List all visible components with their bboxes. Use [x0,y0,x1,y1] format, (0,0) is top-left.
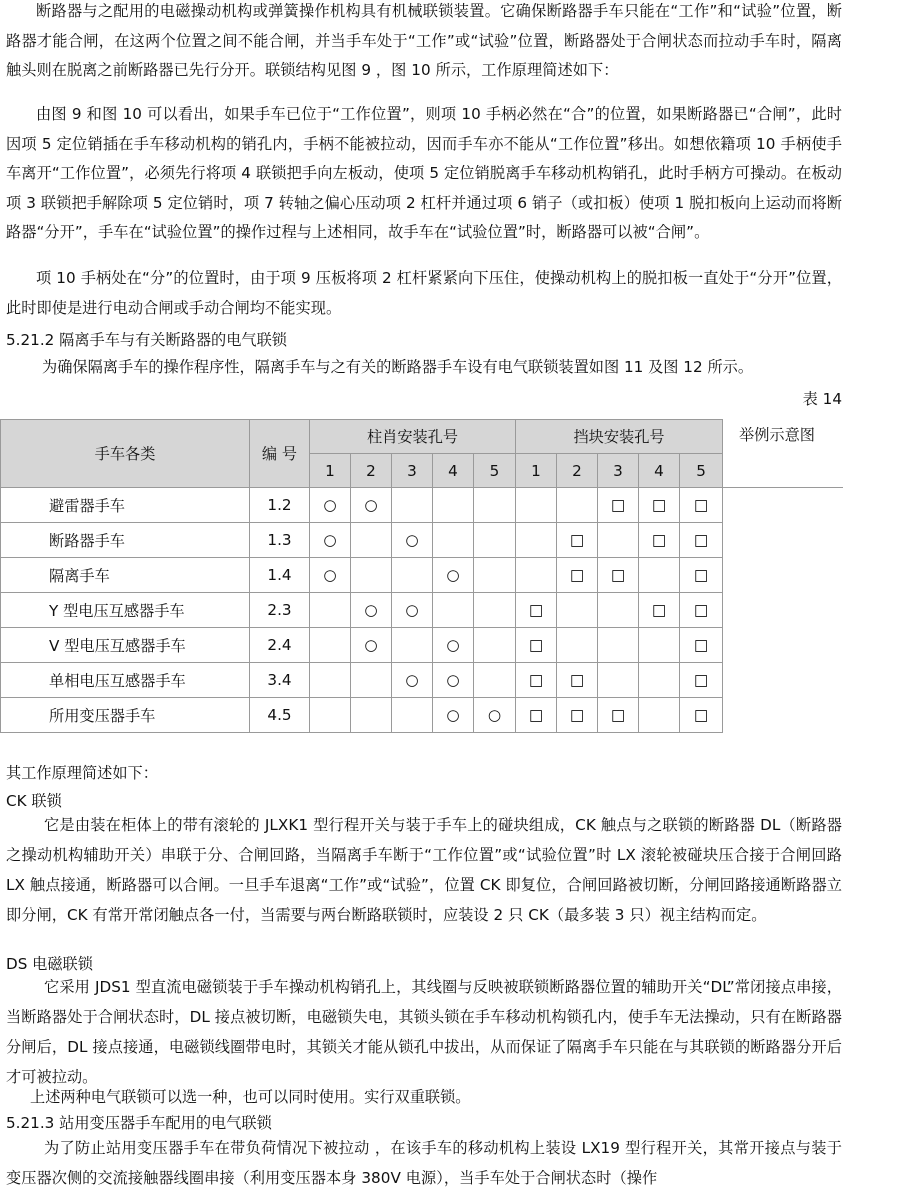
pin-hole-4: 4 [433,454,474,488]
block-mark-2 [557,628,598,663]
block-mark-1: □ [516,628,557,663]
paragraph-ck: 它是由装在柜体上的带有滚轮的 JLXK1 型行程开关与装于手车上的碰块组成，CK 触点与之联锁的断路器 DL（断路器之操动机构辅助开关）串联于分、合闸回路，当隔离手车断于“工作位置”或“试验位置”时 LX 滚轮被碰块压合接于合闸回路 LX 触点接通，断路器可以合闸。一旦手车退离“工作”或“试验”，位置 CK 即复位，合闸回路被切断，分闸回路接通断路器立即分闸，CK 有常开常闭触点各一付，当需要与两台断路联锁时，应装设 2 只 CK（最多装 3 只）视主结构而定。 [6,816,842,924]
handcart-table [0,419,843,733]
pin-mark-3 [392,698,433,733]
pin-hole-5: 5 [474,454,516,488]
handcart-name: 单相电压互感器手车 [1,663,250,698]
table-row [1,488,843,523]
pin-mark-5 [474,558,516,593]
pin-mark-5 [474,523,516,558]
pin-mark-3 [392,488,433,523]
block-mark-2: □ [557,523,598,558]
paragraph-dual-interlock: 上述两种电气联锁可以选一种，也可以同时使用。实行双重联锁。 [30,1088,471,1106]
pin-mark-1 [310,628,351,663]
pin-mark-1 [310,593,351,628]
block-mark-5: □ [680,698,723,733]
block-mark-3: □ [598,488,639,523]
table-row [1,593,843,628]
pin-mark-1: ○ [310,488,351,523]
pin-mark-3 [392,558,433,593]
handcart-name: V 型电压互感器手车 [1,628,250,663]
header-example: 举例示意图 [723,420,843,488]
block-mark-2 [557,593,598,628]
block-mark-1: □ [516,593,557,628]
table-row [1,628,843,663]
pin-mark-5: ○ [474,698,516,733]
pin-hole-3: 3 [392,454,433,488]
block-hole-1: 1 [516,454,557,488]
pin-mark-1 [310,698,351,733]
block-mark-2: □ [557,558,598,593]
block-mark-3 [598,593,639,628]
table-row [1,698,843,733]
handcart-name: 断路器手车 [1,523,250,558]
block-mark-4 [639,558,680,593]
handcart-name: 所用变压器手车 [1,698,250,733]
pin-mark-2 [351,523,392,558]
handcart-number: 1.2 [250,488,310,523]
handcart-number: 1.4 [250,558,310,593]
handcart-name: 避雷器手车 [1,488,250,523]
block-mark-4 [639,628,680,663]
handcart-number: 4.5 [250,698,310,733]
handcart-number: 3.4 [250,663,310,698]
pin-mark-5 [474,663,516,698]
block-mark-4 [639,698,680,733]
block-mark-3: □ [598,558,639,593]
block-mark-5: □ [680,663,723,698]
pin-mark-2: ○ [351,488,392,523]
pin-mark-4: ○ [433,663,474,698]
block-mark-3: □ [598,698,639,733]
pin-mark-2: ○ [351,593,392,628]
pin-mark-3: ○ [392,593,433,628]
block-mark-5: □ [680,593,723,628]
block-mark-3 [598,628,639,663]
handcart-number: 2.4 [250,628,310,663]
heading-ck: CK 联锁 [6,792,62,810]
header-type: 手车各类 [1,420,250,488]
paragraph-ds: 它采用 JDS1 型直流电磁锁装于手车操动机构销孔上，其线圈与反映被联锁断路器位置的辅助开关“DL”常闭接点串接，当断路器处于合闸状态时，DL 接点被切断，电磁锁失电，其锁头锁在手车移动机构锁孔内，使手车无法操动，只有在断路器分闸后，DL 接点接通，电磁锁线圈带电时，其锁关才能从锁孔中拔出，从而保证了隔离手车只能在与其联锁的断路器分开后才可被拉动。 [6,978,842,1086]
pin-mark-2: ○ [351,628,392,663]
heading-ds: DS 电磁联锁 [6,955,93,973]
pin-mark-2 [351,663,392,698]
block-mark-2: □ [557,663,598,698]
pin-mark-5 [474,488,516,523]
pin-mark-4: ○ [433,558,474,593]
block-hole-3: 3 [598,454,639,488]
pin-mark-2 [351,558,392,593]
block-mark-5: □ [680,558,723,593]
pin-mark-1 [310,663,351,698]
block-mark-1 [516,558,557,593]
block-mark-4: □ [639,488,680,523]
paragraph-principle: 其工作原理简述如下： [6,764,158,782]
header-pin-holes: 柱肖安装孔号 [310,420,516,454]
block-hole-5: 5 [680,454,723,488]
handcart-number: 1.3 [250,523,310,558]
block-mark-5: □ [680,488,723,523]
pin-hole-1: 1 [310,454,351,488]
pin-mark-2 [351,698,392,733]
paragraph-handle-open: 项 10 手柄处在“分”的位置时，由于项 9 压板将项 2 杠杆紧紧向下压住，使操动机构上的脱扣板一直处于“分开”位置，此时即使是进行电动合闸或手动合闸均不能实现。 [6,269,842,317]
table-row [1,558,843,593]
block-hole-4: 4 [639,454,680,488]
pin-mark-4: ○ [433,628,474,663]
header-block-holes: 挡块安装孔号 [516,420,723,454]
block-mark-4: □ [639,523,680,558]
pin-mark-4 [433,523,474,558]
block-mark-1 [516,488,557,523]
handcart-name: Y 型电压互感器手车 [1,593,250,628]
block-mark-1: □ [516,663,557,698]
pin-hole-2: 2 [351,454,392,488]
heading-5-21-3: 5.21.3 站用变压器手车配用的电气联锁 [6,1114,272,1132]
block-mark-5: □ [680,523,723,558]
block-mark-4: □ [639,593,680,628]
handcart-name: 隔离手车 [1,558,250,593]
block-mark-4 [639,663,680,698]
handcart-number: 2.3 [250,593,310,628]
table-caption: 表 14 [802,390,842,408]
pin-mark-3: ○ [392,663,433,698]
block-mark-2: □ [557,698,598,733]
pin-mark-4: ○ [433,698,474,733]
pin-mark-4 [433,593,474,628]
pin-mark-5 [474,628,516,663]
block-mark-3 [598,523,639,558]
pin-mark-1: ○ [310,523,351,558]
block-mark-1 [516,523,557,558]
pin-mark-5 [474,593,516,628]
block-mark-3 [598,663,639,698]
pin-mark-1: ○ [310,558,351,593]
pin-mark-4 [433,488,474,523]
block-mark-1: □ [516,698,557,733]
table-row [1,523,843,558]
header-number: 编 号 [250,420,310,488]
table-row [1,663,843,698]
block-hole-2: 2 [557,454,598,488]
paragraph-electrical-interlock: 为确保隔离手车的操作程序性，隔离手车与之有关的断路器手车设有电气联锁装置如图 11 及图 12 所示。 [42,358,754,376]
heading-5-21-2: 5.21.2 隔离手车与有关断路器的电气联锁 [6,331,287,349]
paragraph-interlock-intro: 断路器与之配用的电磁操动机构或弹簧操作机构具有机械联锁装置。它确保断路器手车只能在“工作”和“试验”位置，断路器才能合闸，在这两个位置之间不能合闸，并当手车处于“工作”或“试验”位置，断路器处于合闸状态而拉动手车时，隔离触头则在脱离之前断路器已先行分开。联锁结构见图 9 ，图 10 所示，工作原理简述如下： [6,2,842,80]
pin-mark-3 [392,628,433,663]
pin-mark-3: ○ [392,523,433,558]
paragraph-interlock-detail: 由图 9 和图 10 可以看出，如果手车已位于“工作位置”，则项 10 手柄必然在“合”的位置，如果断路器已“合闸”，此时因项 5 定位销插在手车移动机构的销孔内，手柄不能被拉动，因而手车亦不能从“工作位置”移出。如想依籍项 10 手柄使手车离开“工作位置”，必须先行将项 4 联锁把手向左板动，使项 5 定位销脱离手车移动机构销孔，此时手柄方可操动。在板动项 3 联锁把手解除项 5 定位销时，项 7 转轴之偏心压动项 2 杠杆并通过项 6 销子（或扣板）使项 1 脱扣板向上运动而将断路器“分开”，手车在“试验位置”的操作过程与上述相同，故手车在“试验位置”时，断路器可以被“合闸”。 [6,105,843,242]
paragraph-transformer: 为了防止站用变压器手车在带负荷情况下被拉动 ，在该手车的移动机构上装设 LX19 型行程开关，其常开接点与装于变压器次侧的交流接触器线圈串接（利用变压器本身 380V 电源），当手车处于合闸状态时（操作 [6,1139,842,1187]
block-mark-5: □ [680,628,723,663]
block-mark-2 [557,488,598,523]
